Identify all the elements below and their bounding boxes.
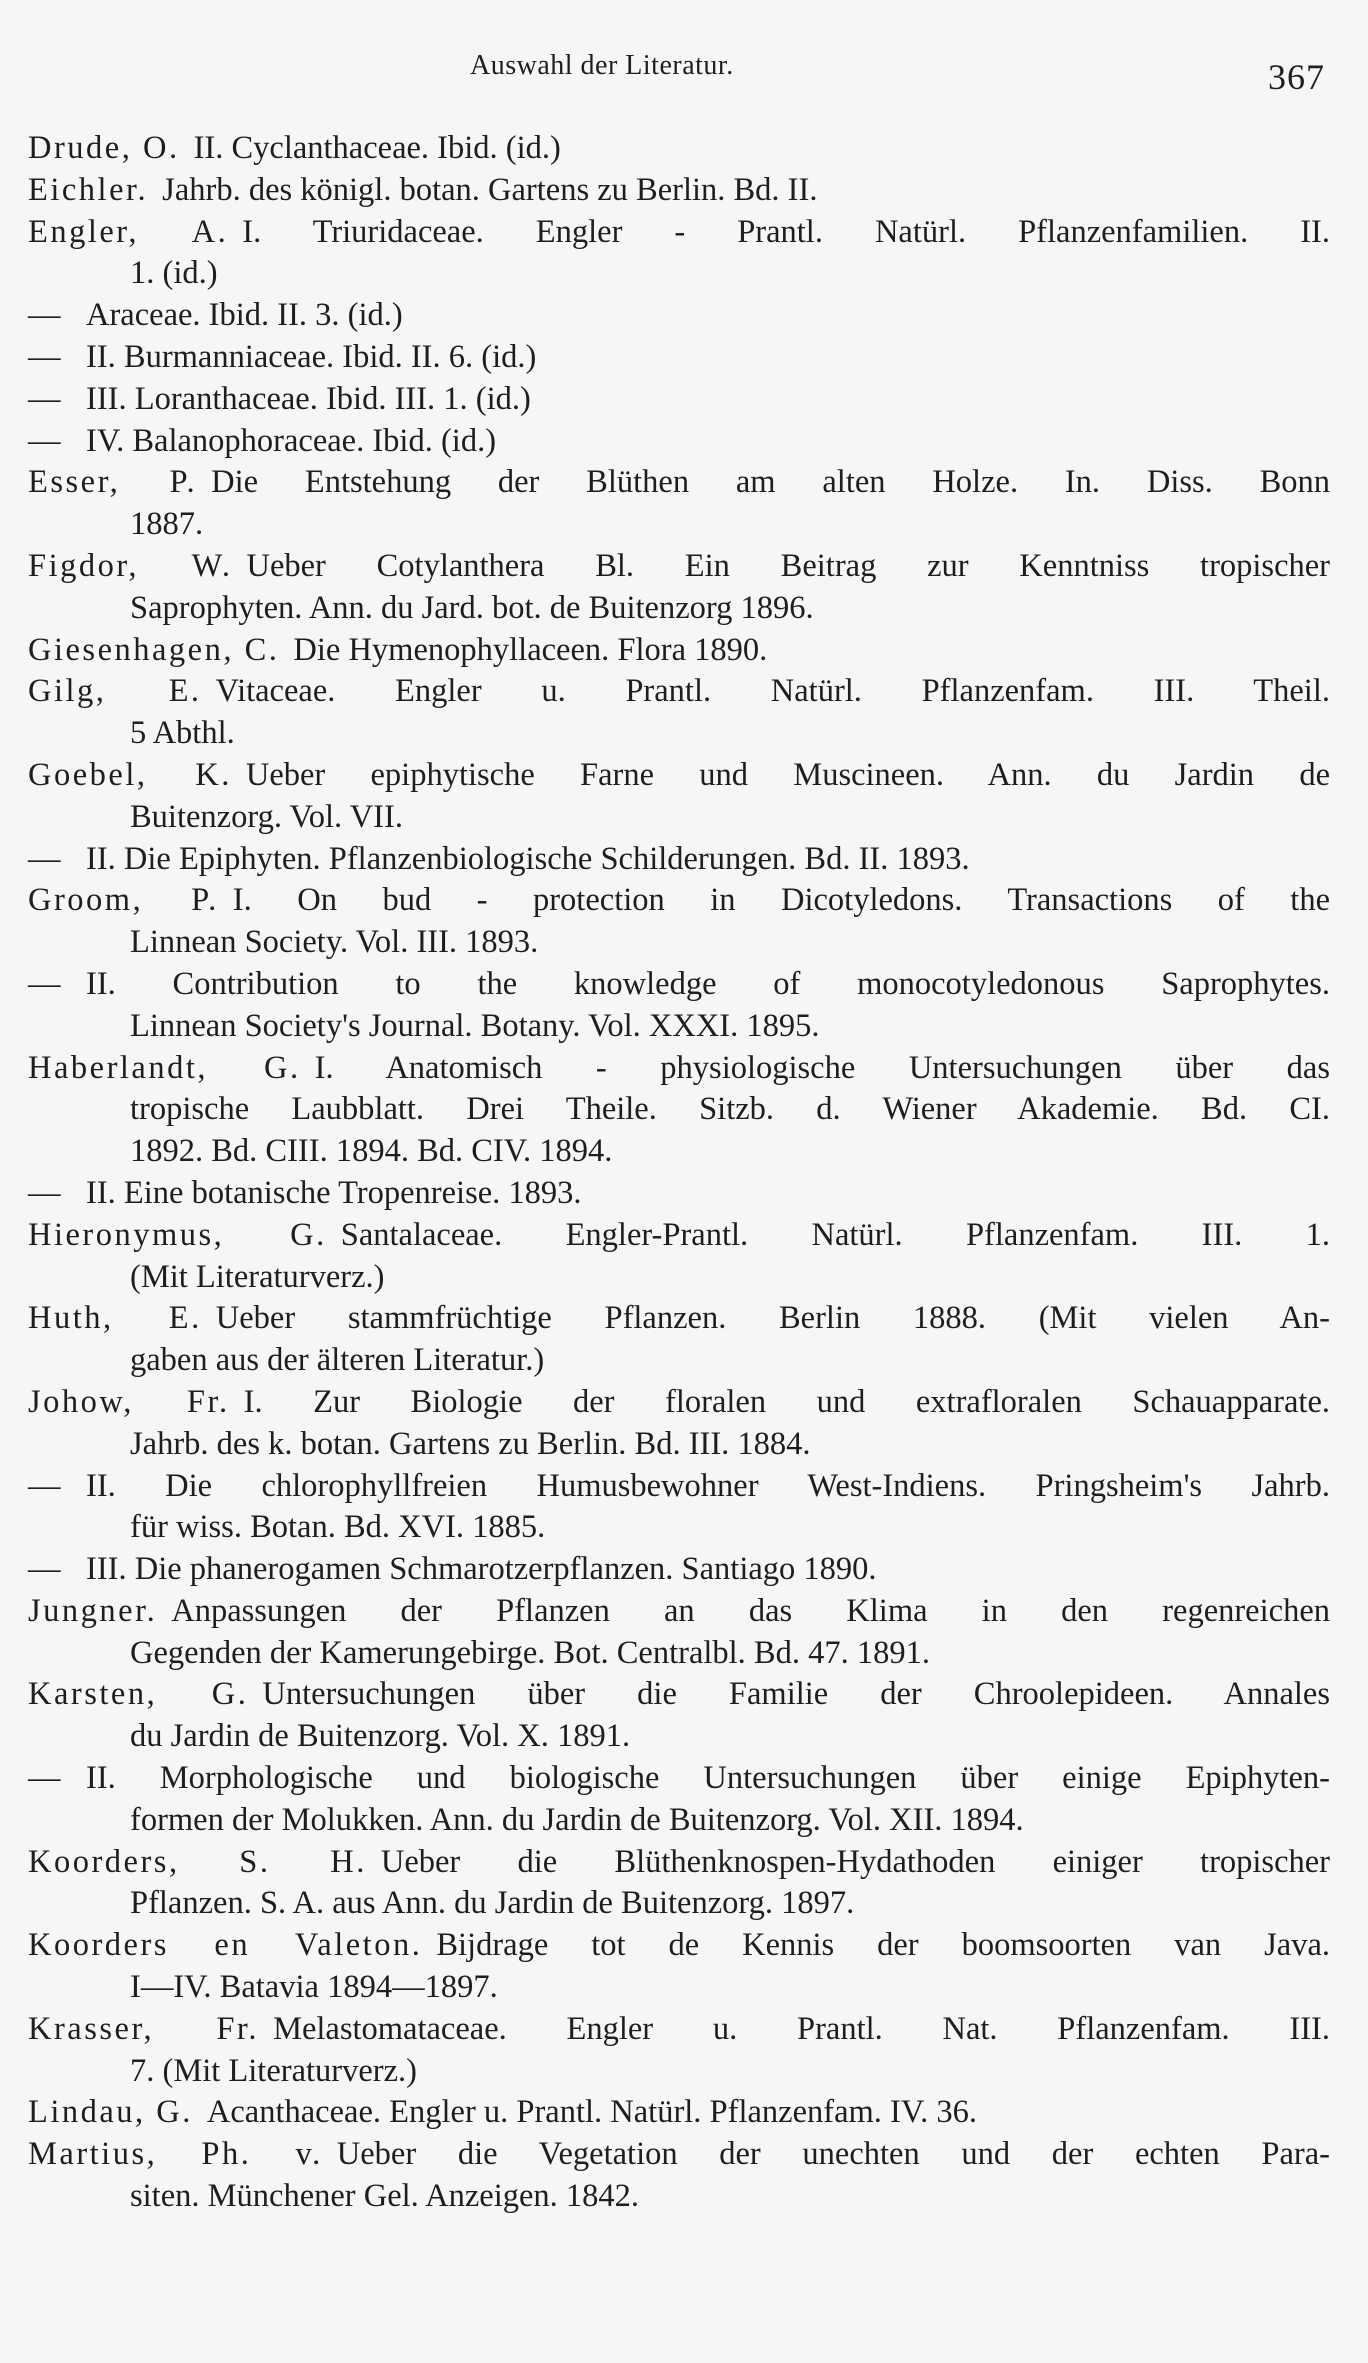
entry-continuation-line <box>28 1883 1330 1925</box>
bibliography-entry <box>28 2009 1330 2093</box>
bibliography-entry <box>28 212 1330 296</box>
entry-author: Eichler. <box>28 171 149 208</box>
same-author-dash <box>28 1758 76 1800</box>
bibliography-entry <box>28 964 1330 1048</box>
bibliography-entry <box>28 1173 1330 1215</box>
entry-continuation-line <box>28 1633 1330 1675</box>
entry-text: 1892. Bd. CIII. 1894. Bd. CIV. 1894. <box>130 1133 613 1170</box>
bibliography-entry <box>28 1591 1330 1675</box>
entry-author: Koorders en Valeton. <box>28 1927 423 1964</box>
entry-text: I. On bud - protection in Dicotyledons. Transactions of the <box>232 882 1331 919</box>
entry-text: Ueber Cotylanthera Bl. Ein Beitrag zur Kenntniss tropischer <box>246 547 1330 584</box>
entry-continuation-line <box>28 1089 1330 1131</box>
entry-first-line <box>28 212 1330 254</box>
bibliography-entry <box>28 170 1330 212</box>
entry-first-line <box>28 2092 1330 2134</box>
entry-text: Die Hymenophyllaceen. Flora 1890. <box>293 631 768 668</box>
entry-author: Figdor, W. <box>28 547 233 584</box>
entry-text: IV. Balanophoraceae. Ibid. (id.) <box>86 422 497 459</box>
same-author-dash <box>28 421 76 463</box>
entry-text: II. Die chlorophyllfreien Humusbewohner West-Indiens. Pringsheim's Jahrb. <box>86 1467 1330 1504</box>
entry-text: siten. Münchener Gel. Anzeigen. 1842. <box>130 2178 640 2215</box>
entry-text: Saprophyten. Ann. du Jard. bot. de Buitenzorg 1896. <box>130 589 814 626</box>
entry-first-line <box>28 1215 1330 1257</box>
same-author-dash <box>28 964 76 1006</box>
entry-text: 1887. <box>130 506 204 543</box>
entry-author: Koorders, S. H. <box>28 1843 367 1880</box>
entry-first-line <box>28 1842 1330 1884</box>
entry-author: Hieronymus, G. <box>28 1216 327 1253</box>
bibliography-entry <box>28 546 1330 630</box>
bibliography-entry <box>28 379 1330 421</box>
entry-text: Araceae. Ibid. II. 3. (id.) <box>86 297 403 334</box>
entry-first-line <box>28 1382 1330 1424</box>
entry-first-line <box>28 379 1330 421</box>
entry-first-line <box>28 671 1330 713</box>
entry-author: Gilg, E. <box>28 673 202 710</box>
entry-text: (Mit Literaturverz.) <box>130 1258 385 1295</box>
entry-text: Bijdrage tot de Kennis der boomsoorten van Java. <box>436 1927 1330 1964</box>
entry-author: Giesenhagen, C. <box>28 631 280 668</box>
entry-author: Groom, P. <box>28 882 219 919</box>
entry-text: I. Zur Biologie der floralen und extrafloralen Schauapparate. <box>243 1383 1330 1420</box>
entry-author: Martius, Ph. v. <box>28 2136 323 2173</box>
bibliography-entry <box>28 630 1330 672</box>
bibliography-entry <box>28 880 1330 964</box>
entry-text: formen der Molukken. Ann. du Jardin de Buitenzorg. Vol. XII. 1894. <box>130 1801 1024 1838</box>
entry-text: Ueber die Vegetation der unechten und der echten Para- <box>336 2136 1330 2173</box>
entry-author: Haberlandt, G. <box>28 1049 301 1086</box>
entry-text: Untersuchungen über die Familie der Chroolepideen. Annales <box>262 1676 1331 1713</box>
entry-first-line <box>28 630 1330 672</box>
entry-continuation-line <box>28 253 1330 295</box>
entry-text: 5 Abthl. <box>130 715 235 752</box>
bibliography-entry <box>28 337 1330 379</box>
entry-author: Drude, O. <box>28 130 180 166</box>
entry-first-line <box>28 880 1330 922</box>
bibliography-entry <box>28 421 1330 463</box>
entry-continuation-line <box>28 1967 1330 2009</box>
same-author-dash <box>28 1549 76 1591</box>
entry-text: III. Die phanerogamen Schmarotzerpflanzen. Santiago 1890. <box>86 1551 877 1588</box>
bibliography-entry <box>28 1842 1330 1926</box>
entry-text: Die Entstehung der Blüthen am alten Holze. In. Diss. Bonn <box>211 464 1330 501</box>
bibliography-entry <box>28 671 1330 755</box>
entry-text: 1. (id.) <box>130 255 218 292</box>
bibliography-entry <box>28 1674 1330 1758</box>
bibliography-entry <box>28 1549 1330 1591</box>
entry-first-line <box>28 755 1330 797</box>
entry-first-line <box>28 1758 1330 1800</box>
bibliography-entry <box>28 1298 1330 1382</box>
entry-continuation-line <box>28 713 1330 755</box>
entry-first-line <box>28 2134 1330 2176</box>
entry-continuation-line <box>28 1257 1330 1299</box>
entry-first-line <box>28 1298 1330 1340</box>
entry-author: Engler, A. <box>28 213 229 250</box>
entry-first-line <box>28 1674 1330 1716</box>
entry-text: für wiss. Botan. Bd. XVI. 1885. <box>130 1509 546 1546</box>
bibliography-entry <box>28 1758 1330 1842</box>
entry-continuation-line <box>28 1507 1330 1549</box>
entry-continuation-line <box>28 588 1330 630</box>
entry-author: Johow, Fr. <box>28 1383 230 1420</box>
entry-continuation-line <box>28 2051 1330 2093</box>
entry-text: I—IV. Batavia 1894—1897. <box>130 1969 498 2006</box>
entry-text: I. Anatomisch - physiologische Untersuchungen über das <box>314 1049 1330 1086</box>
entry-first-line <box>28 170 1330 212</box>
entry-text: Ueber die Blüthenknospen-Hydathoden einiger tropischer <box>380 1843 1330 1880</box>
entry-author: Esser, P. <box>28 464 198 501</box>
entry-text: Jahrb. des k. botan. Gartens zu Berlin. Bd. III. 1884. <box>130 1425 811 1462</box>
entry-author: Krasser, Fr. <box>28 2010 260 2047</box>
entry-text: Linnean Society. Vol. III. 1893. <box>130 924 539 961</box>
bibliography-entry <box>28 1925 1330 2009</box>
bibliography-entry <box>28 2134 1330 2218</box>
entry-author: Karsten, G. <box>28 1676 249 1713</box>
entry-author: Goebel, K. <box>28 756 232 793</box>
entry-text: du Jardin de Buitenzorg. Vol. X. 1891. <box>130 1718 631 1755</box>
entry-text: Santalaceae. Engler-Prantl. Natürl. Pflanzenfam. III. 1. <box>340 1216 1330 1253</box>
page-header <box>0 44 1368 97</box>
entry-author: Jungner. <box>28 1592 158 1629</box>
entry-first-line <box>28 295 1330 337</box>
entry-text: Anpassungen der Pflanzen an das Klima in den regenreichen <box>171 1592 1330 1629</box>
entry-text: II. Burmanniaceae. Ibid. II. 6. (id.) <box>86 338 537 375</box>
same-author-dash <box>28 1173 76 1215</box>
entry-first-line <box>28 839 1330 881</box>
entry-continuation-line <box>28 1800 1330 1842</box>
entry-text: II. Contribution to the knowledge of monocotyledonous Saprophytes. <box>86 965 1330 1002</box>
entry-text: Gegenden der Kamerungebirge. Bot. Centralbl. Bd. 47. 1891. <box>130 1634 930 1671</box>
entry-continuation-line <box>28 504 1330 546</box>
running-head: Auswahl der Literatur. <box>470 50 734 81</box>
entry-continuation-line <box>28 1131 1330 1173</box>
entry-text: 7. (Mit Literaturverz.) <box>130 2052 417 2089</box>
entry-text: Ueber epiphytische Farne und Muscineen. Ann. du Jardin de <box>245 756 1330 793</box>
entry-text: Acanthaceae. Engler u. Prantl. Natürl. Pflanzenfam. IV. 36. <box>206 2094 978 2131</box>
entry-first-line <box>28 1549 1330 1591</box>
bibliography-entry <box>28 295 1330 337</box>
same-author-dash <box>28 379 76 421</box>
same-author-dash <box>28 295 76 337</box>
same-author-dash <box>28 839 76 881</box>
bibliography-entry <box>28 462 1330 546</box>
bibliography-list <box>28 128 1330 2218</box>
entry-first-line <box>28 462 1330 504</box>
entry-text: Jahrb. des königl. botan. Gartens zu Berlin. Bd. II. <box>162 171 818 208</box>
bibliography-entry <box>28 2092 1330 2134</box>
entry-text: tropische Laubblatt. Drei Theile. Sitzb. d. Wiener Akademie. Bd. CI. <box>130 1091 1330 1128</box>
entry-continuation-line <box>28 1340 1330 1382</box>
bibliography-entry <box>28 1466 1330 1550</box>
bibliography-entry <box>28 1048 1330 1173</box>
entry-first-line <box>28 964 1330 1006</box>
entry-text: Vitaceae. Engler u. Prantl. Natürl. Pflanzenfam. III. Theil. <box>215 673 1330 710</box>
entry-first-line <box>28 421 1330 463</box>
entry-text: Ueber stammfrüchtige Pflanzen. Berlin 1888. (Mit vielen An- <box>215 1300 1330 1337</box>
entry-first-line <box>28 1591 1330 1633</box>
bibliography-entry <box>28 839 1330 881</box>
entry-text: III. Loranthaceae. Ibid. III. 1. (id.) <box>86 380 531 417</box>
same-author-dash <box>28 337 76 379</box>
bibliography-entry <box>28 755 1330 839</box>
bibliography-entry <box>28 128 1330 170</box>
page-number: 367 <box>1268 57 1325 97</box>
entry-continuation-line <box>28 1006 1330 1048</box>
entry-first-line <box>28 1173 1330 1215</box>
entry-text: Melastomataceae. Engler u. Prantl. Nat. Pflanzenfam. III. <box>273 2010 1330 2047</box>
entry-continuation-line <box>28 1716 1330 1758</box>
entry-text: gaben aus der älteren Literatur.) <box>130 1342 545 1379</box>
entry-author: Huth, E. <box>28 1300 202 1337</box>
entry-first-line <box>28 2009 1330 2051</box>
entry-text: Pflanzen. S. A. aus Ann. du Jardin de Buitenzorg. 1897. <box>130 1885 855 1922</box>
bibliography-entry <box>28 1215 1330 1299</box>
entry-text: II. Cyclanthaceae. Ibid. (id.) <box>193 130 561 166</box>
entry-author: Lindau, G. <box>28 2094 193 2131</box>
entry-text: Buitenzorg. Vol. VII. <box>130 798 403 835</box>
entry-text: I. Triuridaceae. Engler - Prantl. Natürl. Pflanzenfamilien. II. <box>242 213 1330 250</box>
entry-first-line <box>28 1048 1330 1090</box>
entry-first-line <box>28 546 1330 588</box>
entry-text: II. Die Epiphyten. Pflanzenbiologische Schilderungen. Bd. II. 1893. <box>86 840 970 877</box>
entry-first-line <box>28 1925 1330 1967</box>
entry-continuation-line <box>28 922 1330 964</box>
entry-continuation-line <box>28 2176 1330 2218</box>
entry-continuation-line <box>28 797 1330 839</box>
entry-text: II. Morphologische und biologische Untersuchungen über einige Epiphyten- <box>86 1760 1330 1797</box>
bibliography-entry <box>28 1382 1330 1466</box>
entry-continuation-line <box>28 1424 1330 1466</box>
entry-first-line <box>28 1466 1330 1508</box>
entry-text: II. Eine botanische Tropenreise. 1893. <box>86 1174 582 1211</box>
entry-first-line <box>28 128 1330 170</box>
entry-text: Linnean Society's Journal. Botany. Vol. XXXI. 1895. <box>130 1007 820 1044</box>
entry-first-line <box>28 337 1330 379</box>
same-author-dash <box>28 1466 76 1508</box>
